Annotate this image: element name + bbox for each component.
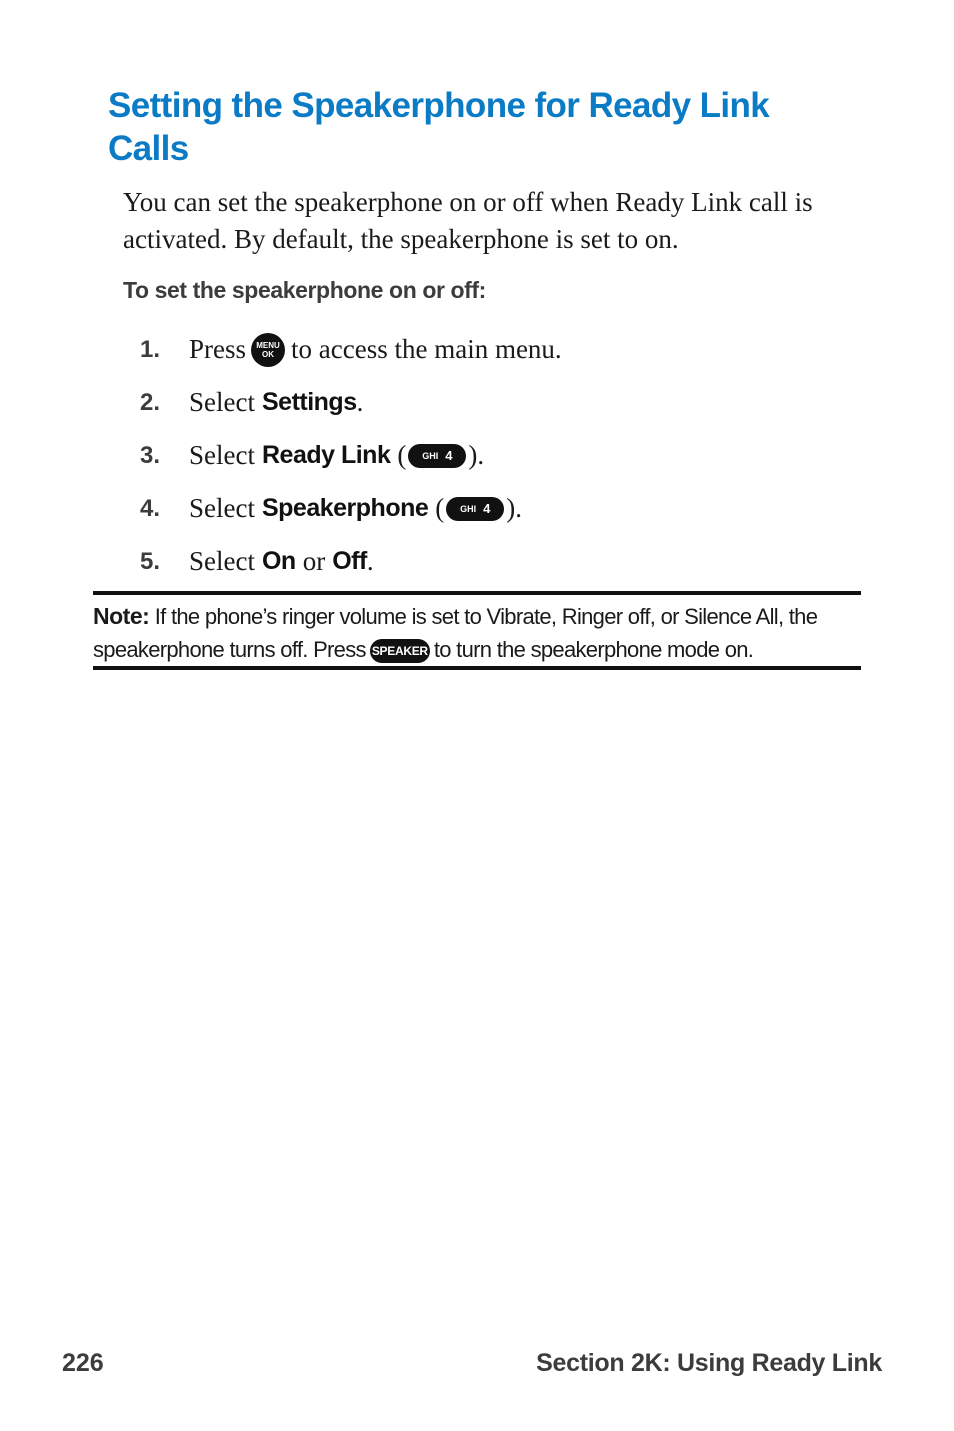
intro-paragraph: You can set the speakerphone on or off when Ready Link call is activated. By default, the speakerphone is set to on. — [123, 187, 813, 254]
step-number: 2. — [140, 388, 161, 416]
step-text: ( — [397, 440, 407, 470]
step-text: . — [356, 387, 364, 417]
speaker-key-icon: SPEAKER — [370, 639, 430, 663]
step-text: or — [302, 546, 326, 576]
step-text: Press — [189, 334, 247, 364]
step-1 — [140, 323, 562, 376]
menu-term-speakerphone: Speakerphone — [261, 494, 429, 522]
step-number: 1. — [140, 335, 161, 363]
step-2 — [140, 376, 562, 429]
key-label: 4 — [483, 501, 491, 516]
step-number: 5. — [140, 547, 161, 575]
step-text: Select — [189, 440, 255, 470]
note-label: Note: — [93, 603, 150, 629]
menu-term-ready-link: Ready Link — [261, 441, 391, 469]
step-text: Select — [189, 387, 255, 417]
note-box — [93, 591, 861, 670]
page-heading: Setting the Speakerphone for Ready Link Calls — [108, 86, 770, 168]
ghi-4-key-icon — [446, 497, 504, 521]
step-text: . — [366, 546, 374, 576]
key-label: OK — [262, 349, 275, 359]
menu-term-off: Off — [332, 547, 367, 575]
section-title: Section 2K: Using Ready Link — [536, 1349, 882, 1377]
page-number: 226 — [62, 1349, 104, 1377]
key-label: GHI — [422, 450, 439, 461]
step-4 — [140, 482, 562, 535]
step-text: Select — [189, 493, 255, 523]
note-body: to turn the speakerphone mode on. — [433, 637, 754, 662]
step-text: ). — [468, 440, 485, 470]
step-number: 3. — [140, 441, 161, 469]
step-text: ). — [506, 493, 523, 523]
step-text: Select — [189, 546, 255, 576]
key-label: MENU — [256, 340, 280, 350]
step-text: ( — [435, 493, 445, 523]
step-number: 4. — [140, 494, 161, 522]
note-body: If the phone’s ringer volume is set to Vibrate, Ringer off, or Silence All, the speakerphone turns off. Press — [93, 604, 818, 662]
menu-ok-key-icon — [251, 333, 285, 367]
menu-term-on: On — [261, 547, 296, 575]
key-label: GHI — [460, 503, 477, 514]
steps-list — [140, 323, 562, 588]
step-5 — [140, 535, 562, 588]
note-text — [93, 600, 861, 666]
ghi-4-key-icon — [408, 444, 466, 468]
menu-term-settings: Settings — [261, 388, 357, 416]
procedure-subhead: To set the speakerphone on or off: — [123, 277, 486, 303]
step-text: to access the main menu. — [291, 334, 562, 364]
step-3 — [140, 429, 562, 482]
key-label: 4 — [445, 448, 453, 463]
